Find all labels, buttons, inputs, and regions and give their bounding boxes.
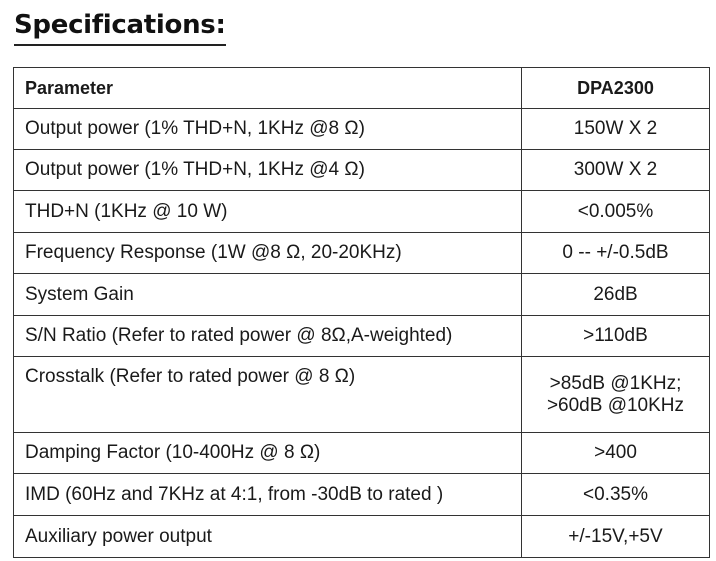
value-cell: +/-15V,+5V: [522, 516, 710, 558]
value-cell: 0 -- +/-0.5dB: [522, 233, 710, 274]
value-cell: >110dB: [522, 316, 710, 357]
value-cell: 150W X 2: [522, 109, 710, 150]
value-cell: >400: [522, 433, 710, 474]
parameter-cell: S/N Ratio (Refer to rated power @ 8Ω,A-weighted): [14, 316, 522, 357]
value-cell: <0.35%: [522, 474, 710, 516]
parameter-cell: Auxiliary power output: [14, 516, 522, 558]
value-line: >85dB @1KHz;: [549, 372, 682, 394]
value-cell: 26dB: [522, 274, 710, 316]
page-title: Specifications:: [14, 8, 226, 46]
table-row: [14, 474, 710, 516]
parameter-cell: Crosstalk (Refer to rated power @ 8 Ω): [14, 357, 522, 433]
page-title-container: [14, 8, 226, 46]
table-row: [14, 516, 710, 558]
value-cell: 300W X 2: [522, 150, 710, 191]
parameter-cell: Output power (1% THD+N, 1KHz @4 Ω): [14, 150, 522, 191]
table-row: [14, 233, 710, 274]
table-row: [14, 357, 710, 433]
parameter-cell: Output power (1% THD+N, 1KHz @8 Ω): [14, 109, 522, 150]
value-line: >60dB @10KHz: [546, 394, 685, 416]
table-row: [14, 433, 710, 474]
parameter-cell: System Gain: [14, 274, 522, 316]
table-row: [14, 316, 710, 357]
specifications-table: [13, 67, 710, 558]
table-row: [14, 109, 710, 150]
table-row: [14, 274, 710, 316]
table-row: [14, 191, 710, 233]
parameter-cell: Damping Factor (10-400Hz @ 8 Ω): [14, 433, 522, 474]
parameter-cell: THD+N (1KHz @ 10 W): [14, 191, 522, 233]
parameter-cell: Frequency Response (1W @8 Ω, 20-20KHz): [14, 233, 522, 274]
value-cell: <0.005%: [522, 191, 710, 233]
value-cell: [522, 357, 710, 433]
column-header-parameter: Parameter: [14, 68, 522, 109]
table-row: [14, 150, 710, 191]
table-header-row: [14, 68, 710, 109]
column-header-model: DPA2300: [522, 68, 710, 109]
parameter-cell: IMD (60Hz and 7KHz at 4:1, from -30dB to rated ): [14, 474, 522, 516]
